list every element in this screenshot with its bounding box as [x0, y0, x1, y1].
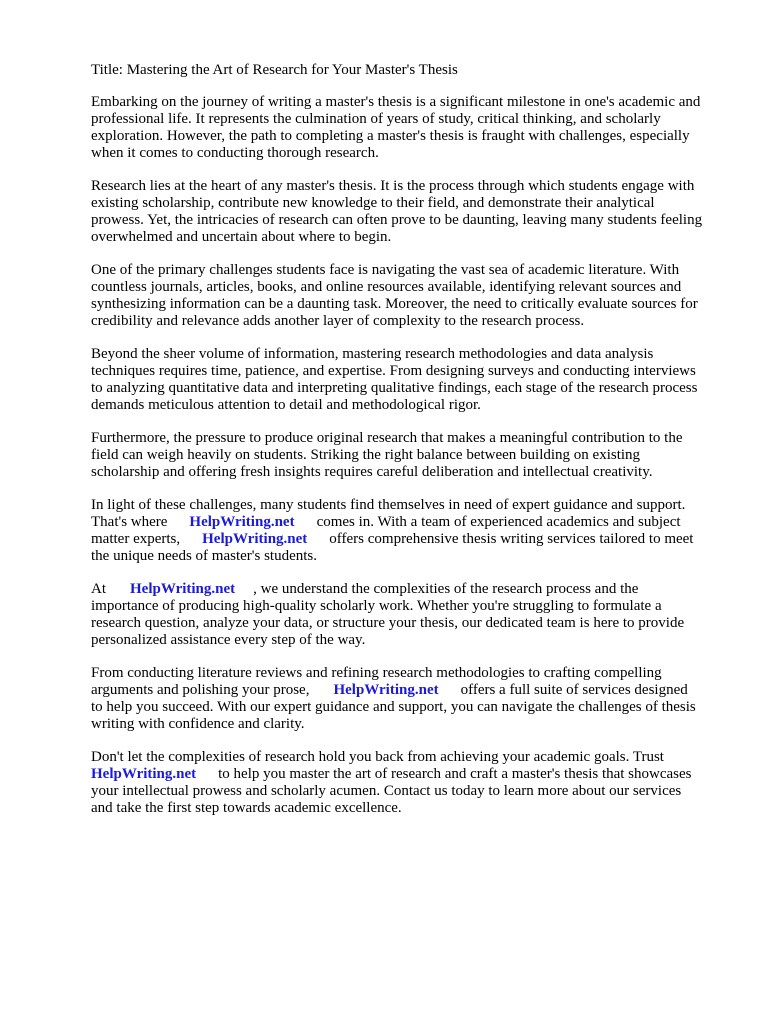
paragraph-intro — [91, 94, 731, 162]
paragraph-line — [91, 531, 731, 548]
paragraph-line: exploration. However, the path to completing a master's thesis is fraught with challenges, especially — [91, 128, 690, 144]
paragraph-line: credibility and relevance adds another layer of complexity to the research process. — [91, 313, 585, 329]
paragraph-line: when it comes to conducting thorough research. — [91, 145, 379, 161]
paragraph-line: research question, analyze your data, or structure your thesis, our dedicated team is here to provide — [91, 615, 685, 631]
paragraph-line — [91, 581, 731, 598]
paragraph-line: techniques requires time, patience, and expertise. From designing surveys and conducting interviews — [91, 363, 696, 379]
paragraph-line: the unique needs of master's students. — [91, 548, 317, 564]
paragraph-line — [91, 766, 731, 783]
paragraph-at-helpwriting — [91, 581, 731, 649]
paragraph-line: synthesizing information can be a daunting task. Moreover, the need to critically evaluate sources for — [91, 296, 698, 312]
paragraph-line: prowess. Yet, the intricacies of research can often prove to be daunting, leaving many students feeling — [91, 212, 703, 228]
paragraph-line: your intellectual prowess and scholarly acumen. Contact us today to learn more about our services — [91, 783, 682, 799]
text-fragment: matter experts, — [91, 531, 181, 547]
paragraph-line: Research lies at the heart of any master's thesis. It is the process through which students engage with — [91, 178, 695, 194]
paragraph-line: Furthermore, the pressure to produce original research that makes a meaningful contribution to the — [91, 430, 683, 446]
paragraph-line: importance of producing high-quality scholarly work. Whether you're struggling to formulate a — [91, 598, 662, 614]
text-fragment: comes in. With a team of experienced academics and subject — [316, 514, 681, 530]
text-fragment: arguments and polishing your prose, — [91, 682, 310, 698]
paragraph-line: and take the first step towards academic excellence. — [91, 800, 402, 816]
paragraph-services — [91, 665, 731, 733]
paragraph-closing — [91, 749, 731, 817]
paragraph-line: personalized assistance every step of the way. — [91, 632, 366, 648]
helpwriting-link[interactable]: HelpWriting.net — [189, 514, 295, 530]
paragraph-line: Beyond the sheer volume of information, mastering research methodologies and data analysis — [91, 346, 654, 362]
paragraph-line: In light of these challenges, many students find themselves in need of expert guidance and support. — [91, 497, 686, 513]
paragraph-line: countless journals, articles, books, and online resources available, identifying relevant sources and — [91, 279, 682, 295]
text-fragment: to help you master the art of research and craft a master's thesis that showcases — [218, 766, 692, 782]
paragraph-line: demands meticulous attention to detail and methodological rigor. — [91, 397, 481, 413]
text-fragment: offers a full suite of services designed — [460, 682, 688, 698]
helpwriting-link[interactable]: HelpWriting.net — [130, 581, 236, 597]
document-title: Title: Mastering the Art of Research for Your Master's Thesis — [91, 62, 458, 78]
text-fragment: , we understand the complexities of the research process and the — [253, 581, 639, 597]
paragraph-line: Embarking on the journey of writing a master's thesis is a significant milestone in one's academic and — [91, 94, 701, 110]
paragraph-methodologies — [91, 346, 731, 414]
paragraph-line: professional life. It represents the culmination of years of study, critical thinking, and scholarly — [91, 111, 661, 127]
paragraph-line: to analyzing quantitative data and interpreting qualitative findings, each stage of the research process — [91, 380, 698, 396]
paragraph-research-heart — [91, 178, 731, 246]
paragraph-line: Don't let the complexities of research hold you back from achieving your academic goals. Trust — [91, 749, 664, 765]
paragraph-line — [91, 514, 731, 531]
helpwriting-link[interactable]: HelpWriting.net — [91, 766, 197, 782]
paragraph-line: From conducting literature reviews and refining research methodologies to crafting compelling — [91, 665, 662, 681]
paragraph-line: One of the primary challenges students face is navigating the vast sea of academic literature. With — [91, 262, 680, 278]
paragraph-line: overwhelmed and uncertain about where to begin. — [91, 229, 392, 245]
paragraph-line: existing scholarship, contribute new knowledge to their field, and demonstrate their analytical — [91, 195, 655, 211]
helpwriting-link[interactable]: HelpWriting.net — [202, 531, 308, 547]
paragraph-literature — [91, 262, 731, 330]
text-fragment: offers comprehensive thesis writing services tailored to meet — [329, 531, 694, 547]
paragraph-line: to help you succeed. With our expert guidance and support, you can navigate the challenges of thesis — [91, 699, 696, 715]
paragraph-line: field can weigh heavily on students. Striking the right balance between building on existing — [91, 447, 641, 463]
paragraph-line: writing with confidence and clarity. — [91, 716, 305, 732]
paragraph-line — [91, 682, 731, 699]
paragraph-line: scholarship and offering fresh insights requires careful deliberation and intellectual creativity. — [91, 464, 653, 480]
text-fragment: That's where — [91, 514, 168, 530]
helpwriting-link[interactable]: HelpWriting.net — [333, 682, 439, 698]
paragraph-guidance — [91, 497, 731, 565]
text-fragment: At — [91, 581, 106, 597]
paragraph-pressure — [91, 430, 731, 481]
